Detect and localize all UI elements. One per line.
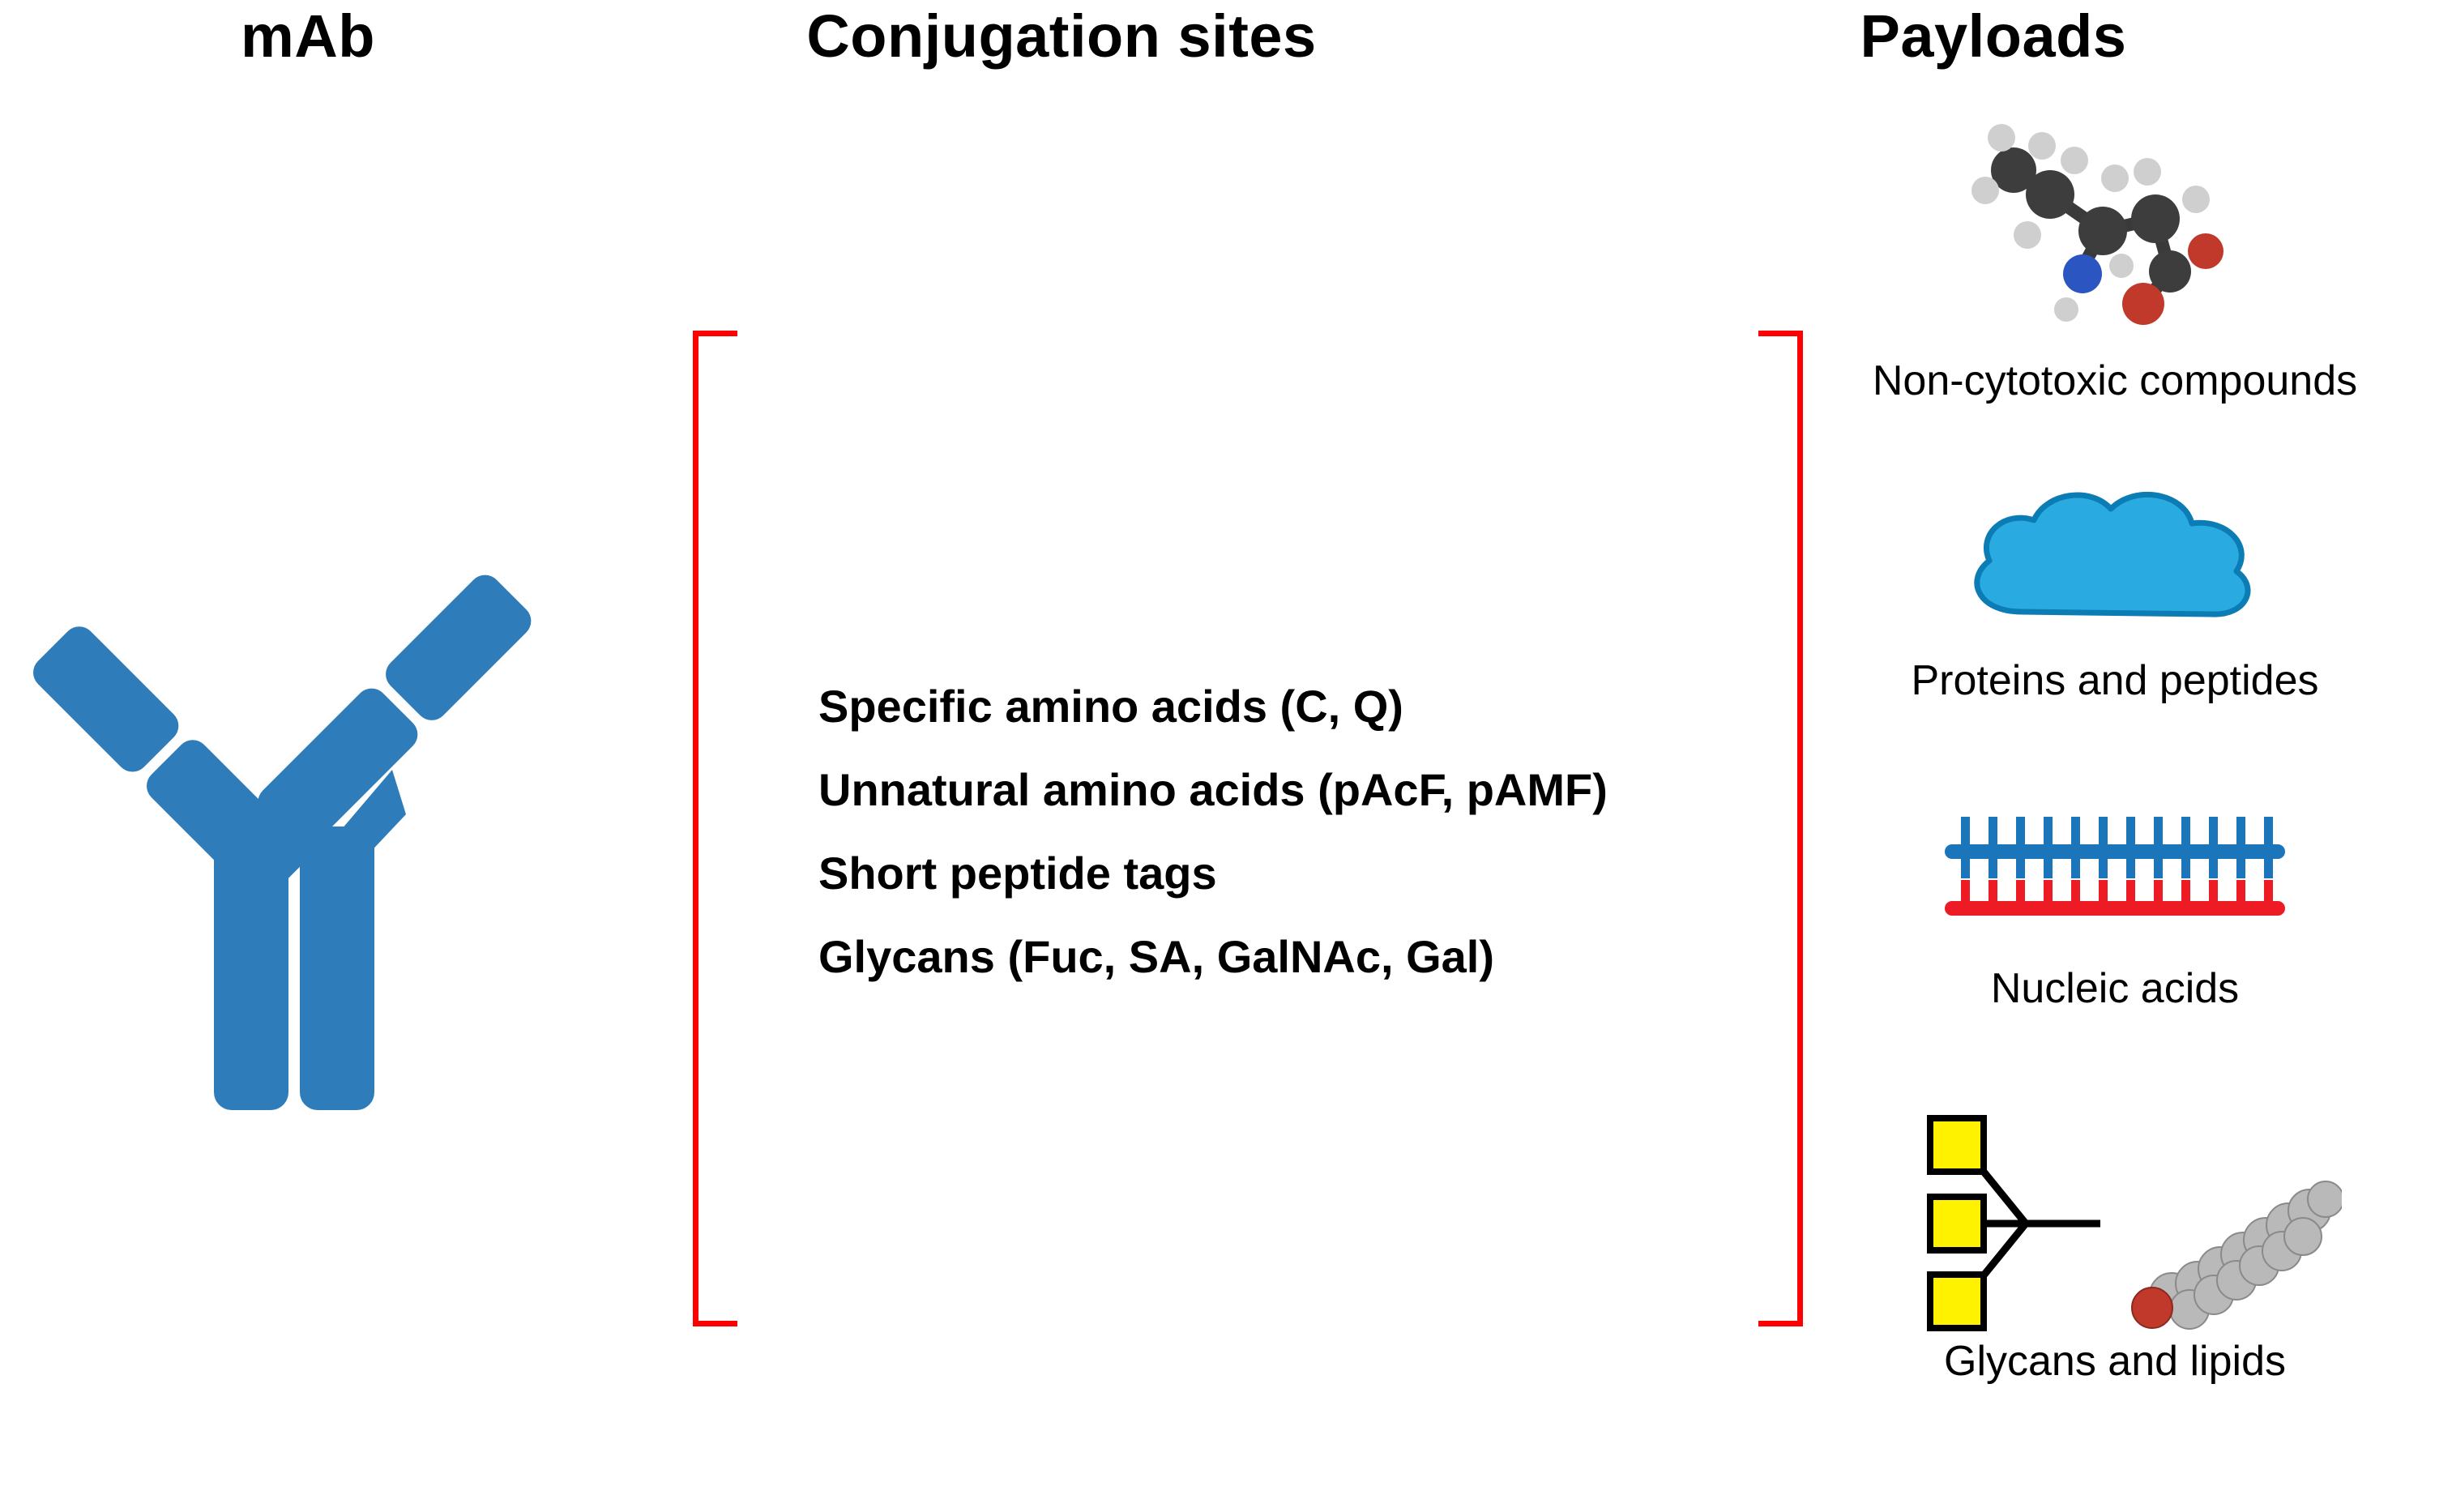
- payload-item: [1807, 1110, 2423, 1386]
- conjugation-sites-list: [818, 664, 1758, 998]
- ball-and-stick-molecule-icon: [1807, 122, 2423, 357]
- double-strand-nucleic-acid-icon: [1807, 802, 2423, 964]
- antibody-illustration: [8, 567, 608, 1134]
- column-title-payloads: Payloads: [1860, 2, 2127, 70]
- payload-label: Nucleic acids: [1990, 965, 2240, 1012]
- payload-item: [1807, 802, 2423, 1013]
- payloads-column: [1807, 122, 2423, 1499]
- list-item: Unnatural amino acids (pAcF, pAMF): [818, 764, 1608, 815]
- antibody-icon: [8, 567, 608, 1134]
- list-item: Specific amino acids (C, Q): [818, 681, 1403, 732]
- list-item: Glycans (Fuc, SA, GalNAc, Gal): [818, 931, 1495, 982]
- protein-cloud-icon: [1807, 470, 2423, 656]
- glycan-tree-and-lipid-icon: [1807, 1110, 2423, 1337]
- column-title-mab: mAb: [241, 2, 375, 70]
- payload-label: Proteins and peptides: [1911, 657, 2319, 704]
- payload-item: [1807, 470, 2423, 705]
- column-title-conjugation-sites: Conjugation sites: [806, 2, 1317, 70]
- list-item: Short peptide tags: [818, 848, 1217, 899]
- payload-label: Non-cytotoxic compounds: [1872, 357, 2358, 404]
- payload-item: [1807, 122, 2423, 405]
- left-red-bracket: [693, 331, 737, 1326]
- payload-label: Glycans and lipids: [1944, 1338, 2286, 1385]
- right-red-bracket: [1758, 331, 1803, 1326]
